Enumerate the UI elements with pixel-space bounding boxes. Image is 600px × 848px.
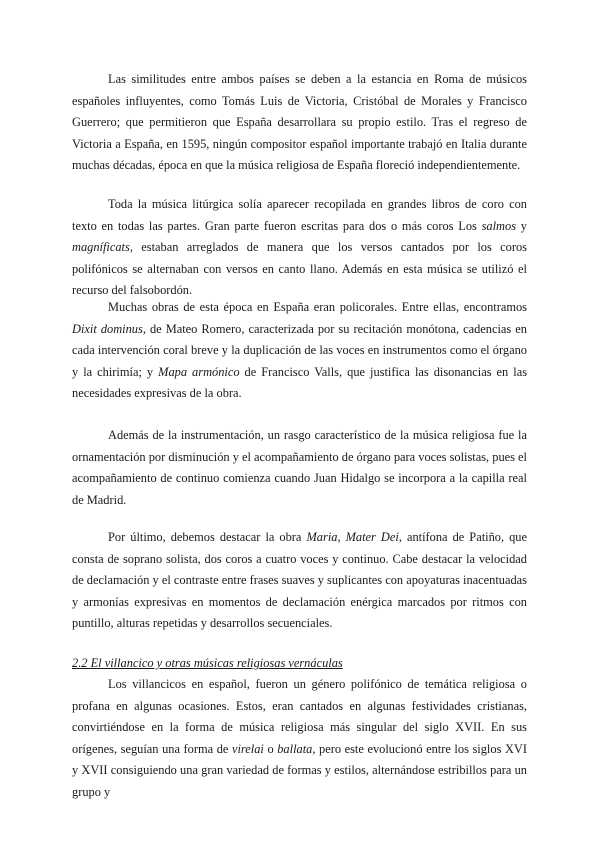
italic-term-salmos: salmos (481, 218, 517, 233)
text-run: Los villancicos en español, fueron un género polifónico de temática religiosa o profana en algunas ocasiones. Estos, eran cantados en algunas festividades cristianas, convirtiéndose en la forma de música religiosa más singular del siglo XVII. En sus orígenes, seguían una forma de (72, 677, 527, 756)
text-run: o (263, 741, 278, 756)
paragraph-liturgical-music (72, 194, 527, 302)
italic-title-mapa-armonico: Mapa armónico (158, 364, 240, 379)
text-run: Muchas obras de esta época en España eran policorales. Entre ellas, encontramos (108, 300, 527, 314)
paragraph-instrumentation (72, 425, 527, 511)
paragraph-text: Las similitudes entre ambos países se deben a la estancia en Roma de músicos españoles influyentes, como Tomás Luis de Victoria, Cristóbal de Morales y Francisco Guerrero; que permitieron que España desarrollara su propio estilo. Tras el regreso de Victoria a España, en 1595, ningún compositor español importante trabajó en Italia durante muchas décadas, época en que la música religiosa de España floreció independientemente. (72, 72, 527, 173)
italic-term-ballata: ballata (277, 741, 313, 756)
italic-title-maria-mater-dei: Maria, Mater Dei (306, 530, 399, 544)
text-run: , de Mateo Romero, caracterizada por su recitación monótona, cadencias en cada intervención coral breve y la duplicación de las voces en instrumentos como el órgano y la chirimía; y (72, 321, 527, 379)
paragraph-villancicos (72, 674, 527, 804)
text-run: , antífona de Patiño, que consta de soprano solista, dos coros a cuatro voces y continuo. Cabe destacar la velocidad de declamación y el contraste entre frases suaves y suplicantes con apoyaturas inacentuadas y armonías expresivas en momentos de declamación enérgica marcados por ritmos con puntillo, alturas repetidas y desarrollos secuenciales. (72, 530, 528, 631)
paragraph-text: Además de la instrumentación, un rasgo característico de la música religiosa fue la ornamentación por disminución y el acompañamiento de órgano para voces solistas, pues el acompañamiento de continuo comienza cuando Juan Hidalgo se incorpora a la capilla real de Madrid. (72, 428, 527, 507)
paragraph-spain-rome (72, 69, 527, 177)
text-run: , estaban arreglados de manera que los versos cantados por los coros polifónicos se alternaban con versos en canto llano. Además en esta música se utilizó el recurso del falsobordón. (72, 240, 527, 298)
italic-term-magnificats: magníficats (72, 240, 130, 255)
paragraph-maria-mater-dei (72, 527, 527, 635)
text-run: de Francisco Valls, que justifica las disonancias en las necesidades expresivas de la obra. (72, 364, 528, 401)
text-run: , pero este evolucionó entre los siglos XVI y XVII consiguiendo una gran variedad de formas y estilos, alternándose estribillos para un grupo y (72, 741, 527, 799)
italic-term-virelai: virelai (231, 741, 264, 756)
section-heading: 2.2 El villancico y otras músicas religiosas vernáculas (72, 656, 343, 670)
text-run: Toda la música litúrgica solía aparecer recopilada en grandes libros de coro con texto en todas las partes. Gran parte fueron escritas para dos o más coros Los (72, 197, 527, 233)
text-run: Por último, debemos destacar la obra (108, 530, 307, 544)
italic-title-dixit-dominus: Dixit dominus (72, 321, 143, 336)
paragraph-polychoral-works (72, 297, 527, 405)
text-run: y (516, 218, 527, 233)
